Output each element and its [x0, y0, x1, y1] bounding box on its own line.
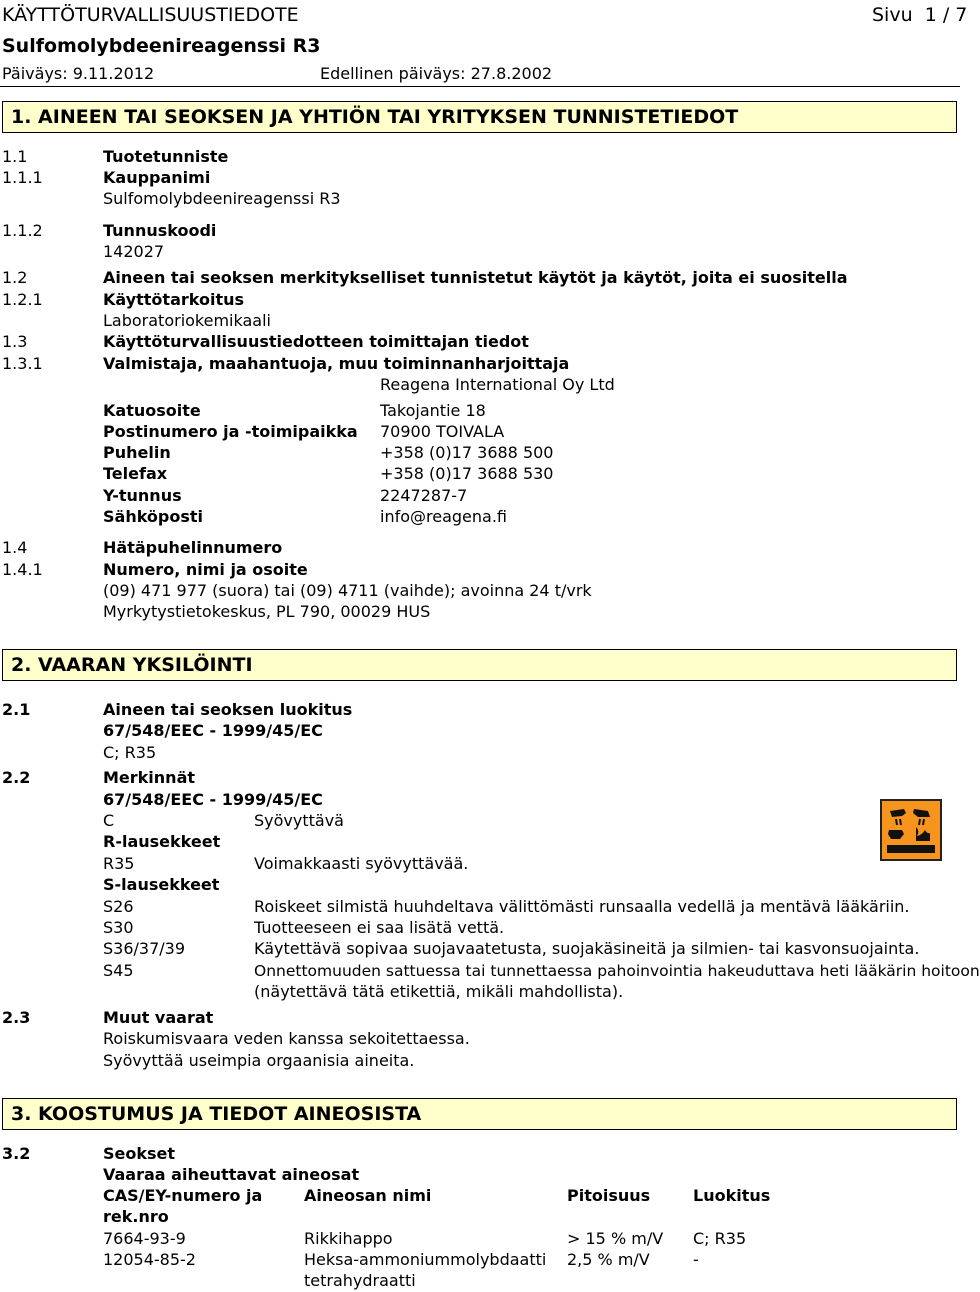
document-date: Päiväys: 9.11.2012	[2, 64, 155, 83]
s-phrase-text: Roiskeet silmistä huuhdeltava välittömästi runsaalla vedellä ja mentävä lääkäriin.	[254, 897, 910, 916]
section-1-heading: 1. AINEEN TAI SEOKSEN JA YHTIÖN TAI YRITYKSEN TUNNISTETIEDOT	[2, 101, 957, 133]
corrosive-hazard-icon	[880, 799, 942, 861]
component-name: Heksa-ammoniummolybdaatti	[304, 1250, 547, 1269]
section-number: 1.1.2	[2, 221, 43, 240]
s-phrase-code: S36/37/39	[103, 939, 186, 958]
other-hazards-line: Syövyttää useimpia orgaanisia aineita.	[103, 1051, 415, 1070]
r-phrase-code: R35	[103, 854, 135, 873]
hazard-symbol-text: Syövyttävä	[254, 811, 344, 830]
s-phrase-code: S45	[103, 961, 134, 980]
classification: -	[693, 1250, 699, 1269]
section-number: 1.3	[2, 332, 28, 351]
r-phrases-heading: R-lausekkeet	[103, 832, 221, 851]
emergency-contact-heading: Numero, nimi ja osoite	[103, 560, 308, 579]
manufacturer-heading: Valmistaja, maahantuoja, muu toiminnanharjoittaja	[103, 354, 570, 373]
emergency-phone-heading: Hätäpuhelinnumero	[103, 538, 283, 557]
cas-number: 12054-85-2	[103, 1250, 196, 1269]
section-number: 1.2.1	[2, 290, 43, 309]
intended-use-heading: Käyttötarkoitus	[103, 290, 245, 309]
component-name-continued: tetrahydraatti	[304, 1271, 416, 1290]
s-phrase-code: S30	[103, 918, 134, 937]
postal-address: 70900 TOIVALA	[380, 422, 505, 441]
r-phrase-text: Voimakkaasti syövyttävää.	[254, 854, 469, 873]
section-number: 1.4.1	[2, 560, 43, 579]
emergency-phone-value: (09) 471 977 (suora) tai (09) 4711 (vaihde); avoinna 24 t/vrk	[103, 581, 592, 600]
cas-number: 7664-93-9	[103, 1229, 186, 1248]
concentration: > 15 % m/V	[567, 1229, 664, 1248]
product-identifier-heading: Tuotetunniste	[103, 147, 229, 166]
other-hazards-heading: Muut vaarat	[103, 1008, 214, 1027]
section-number: 2.3	[2, 1008, 31, 1027]
supplier-heading: Käyttöturvallisuustiedotteen toimittajan tiedot	[103, 332, 529, 351]
contact-label: Sähköposti	[103, 507, 204, 526]
section-number: 1.3.1	[2, 354, 43, 373]
mixtures-heading: Seokset	[103, 1144, 176, 1163]
product-name: Sulfomolybdeenireagenssi R3	[2, 35, 321, 57]
column-header-name: Aineosan nimi	[304, 1186, 432, 1205]
section-number: 1.1.1	[2, 168, 43, 187]
contact-label: Telefax	[103, 464, 168, 483]
intended-use-value: Laboratoriokemikaali	[103, 311, 271, 330]
page-indicator	[872, 4, 967, 26]
classification-heading: Aineen tai seoksen luokitus	[103, 700, 353, 719]
fax-number: +358 (0)17 3688 530	[380, 464, 554, 483]
section-2-heading: 2. VAARAN YKSILÖINTI	[2, 649, 957, 681]
section-number: 1.2	[2, 268, 28, 287]
business-id: 2247287-7	[380, 486, 468, 505]
hazardous-components-heading: Vaaraa aiheuttavat aineosat	[103, 1165, 360, 1184]
contact-label: Puhelin	[103, 443, 171, 462]
header-divider	[0, 86, 960, 87]
component-name: Rikkihappo	[304, 1229, 393, 1248]
contact-label: Postinumero ja -toimipaikka	[103, 422, 358, 441]
document-title: KÄYTTÖTURVALLISUUSTIEDOTE	[2, 4, 299, 26]
email-link[interactable]: info@reagena.fi	[380, 507, 507, 526]
page-number: 1 / 7	[924, 4, 968, 26]
column-header-classification: Luokitus	[693, 1186, 771, 1205]
contact-label: Katuosoite	[103, 401, 201, 420]
section-3-heading: 3. KOOSTUMUS JA TIEDOT AINEOSISTA	[2, 1098, 957, 1130]
s-phrase-code: S26	[103, 897, 134, 916]
phone-number: +358 (0)17 3688 500	[380, 443, 554, 462]
street-address: Takojantie 18	[380, 401, 486, 420]
product-code-heading: Tunnuskoodi	[103, 221, 217, 240]
section-number: 1.4	[2, 538, 28, 557]
s-phrase-text: Onnettomuuden sattuessa tai tunnettaessa pahoinvointia hakeuduttava heti lääkärin hoitoon	[254, 962, 980, 980]
column-header-cas: CAS/EY-numero ja	[103, 1186, 263, 1205]
identified-uses-heading: Aineen tai seoksen merkitykselliset tunnistetut käytöt ja käytöt, joita ei suositella	[103, 268, 848, 287]
s-phrases-heading: S-lausekkeet	[103, 875, 220, 894]
company-name: Reagena International Oy Ltd	[380, 375, 615, 394]
labelling-heading: Merkinnät	[103, 768, 196, 787]
hazard-symbol-code: C	[103, 811, 115, 830]
s-phrase-text: Käytettävä sopivaa suojavaatetusta, suojakäsineitä ja silmien- tai kasvonsuojainta.	[254, 939, 920, 958]
classification-directive: 67/548/EEC - 1999/45/EC	[103, 721, 323, 740]
labelling-directive: 67/548/EEC - 1999/45/EC	[103, 790, 323, 809]
trade-name-heading: Kauppanimi	[103, 168, 211, 187]
contact-label: Y-tunnus	[103, 486, 182, 505]
classification: C; R35	[693, 1229, 747, 1248]
column-header-concentration: Pitoisuus	[567, 1186, 651, 1205]
section-number: 3.2	[2, 1144, 31, 1163]
other-hazards-line: Roiskumisvaara veden kanssa sekoitettaessa.	[103, 1029, 470, 1048]
column-header-cas-continued: rek.nro	[103, 1207, 169, 1226]
s-phrase-text-continued: (näytettävä tätä etikettiä, mikäli mahdollista).	[254, 982, 624, 1001]
page-label: Sivu	[872, 4, 913, 26]
poison-center-address: Myrkytystietokeskus, PL 790, 00029 HUS	[103, 602, 431, 621]
classification-value: C; R35	[103, 743, 157, 762]
product-code-value: 142027	[103, 242, 165, 261]
s-phrase-text: Tuotteeseen ei saa lisätä vettä.	[254, 918, 505, 937]
section-number: 2.1	[2, 700, 31, 719]
section-number: 2.2	[2, 768, 31, 787]
section-number: 1.1	[2, 147, 28, 166]
trade-name-value: Sulfomolybdeenireagenssi R3	[103, 189, 341, 208]
previous-date: Edellinen päiväys: 27.8.2002	[320, 64, 553, 83]
concentration: 2,5 % m/V	[567, 1250, 650, 1269]
